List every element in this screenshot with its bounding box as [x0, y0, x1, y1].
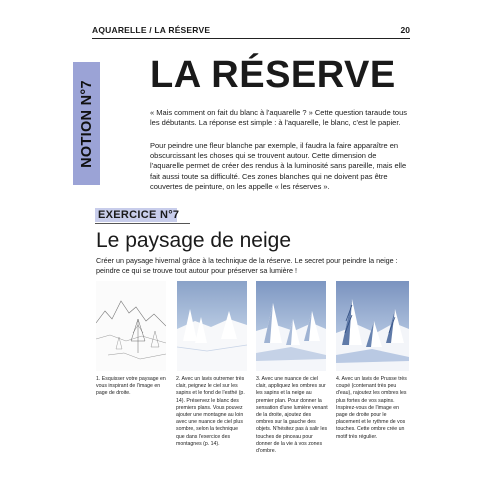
shaded-snowy-firs-icon — [256, 281, 326, 371]
step-3-image — [256, 281, 326, 371]
page-number: 20 — [400, 25, 410, 35]
page-title: LA RÉSERVE — [150, 54, 396, 96]
exercise-label-underline — [95, 223, 190, 224]
finished-snow-landscape-icon — [336, 281, 409, 371]
step-4-caption: 4. Avec un lavis de Prusse très coupé (contenant très peu d'eau), rajoutez les ombres les plus fortes de vos sapins. Inspirez-vous de l'image en page de droite pour le placement et le rythme de vos touches. Cette ombre crée un motif très régulier. — [336, 376, 407, 440]
exercise-intro: Créer un paysage hivernal grâce à la technique de la réserve. Le secret pour peindre la neige : peindre ce qui se trouve tout autour pour préserver sa lumière ! — [96, 256, 398, 275]
notion-paragraph-1: « Mais comment on fait du blanc à l'aquarelle ? » Cette question taraude tous les débutants. La réponse est simple : à l'aquarelle, le blanc, c'est le papier. — [150, 108, 408, 128]
step-2-caption: 2. Avec un lavis outremer très clair, peignez le ciel sur les sapins et le fond de l'esthé (p. 14). Préservez le blanc des premiers plans. Vous pouvez ajouter une montagne au loin avec une nuance de ciel plus sombre, selon la technique que dans l'exercice des montagnes (p. 14). — [176, 376, 245, 447]
exercise-label: EXERCICE N°7 — [98, 209, 180, 221]
header-rule — [92, 38, 410, 39]
notion-tab — [73, 62, 100, 185]
notion-paragraph-2: Pour peindre une fleur blanche par exemple, il faudra la faire apparaître en obscurcissant les choses qui se trouvent autour. Cette dimension de l'aquarelle permet de créer des rendus à la luminosité sans pareille, mais elle fait aussi toute sa difficulté. Ces zones blanches qui ne doivent pas être couvertes de peinture, on les appelle « les réserves ». — [150, 141, 407, 191]
step-3-caption: 3. Avec une nuance de ciel clair, appliquez les ombres sur les sapins et la neige au premier plan. Pour donner la sensation d'une lumière venant de la droite, ajoutez des ombres sur la gauche des objets. N'hésitez pas à salir les touches de pinceau pour donner de la vie à vos zones d'ombre. — [256, 376, 328, 455]
exercise-title: Le paysage de neige — [96, 229, 291, 252]
running-header: AQUARELLE / LA RÉSERVE — [92, 25, 211, 35]
step-1-image — [96, 281, 166, 371]
pencil-sketch-landscape-icon — [96, 281, 166, 371]
step-4-image — [336, 281, 409, 371]
step-1-caption: 1. Esquisser votre paysage en vous inspirant de l'image en page de droite. — [96, 376, 166, 397]
notion-tab-label: NOTION N°7 — [78, 79, 95, 168]
sky-wash-with-white-trees-icon — [177, 281, 247, 371]
step-2-image — [177, 281, 247, 371]
